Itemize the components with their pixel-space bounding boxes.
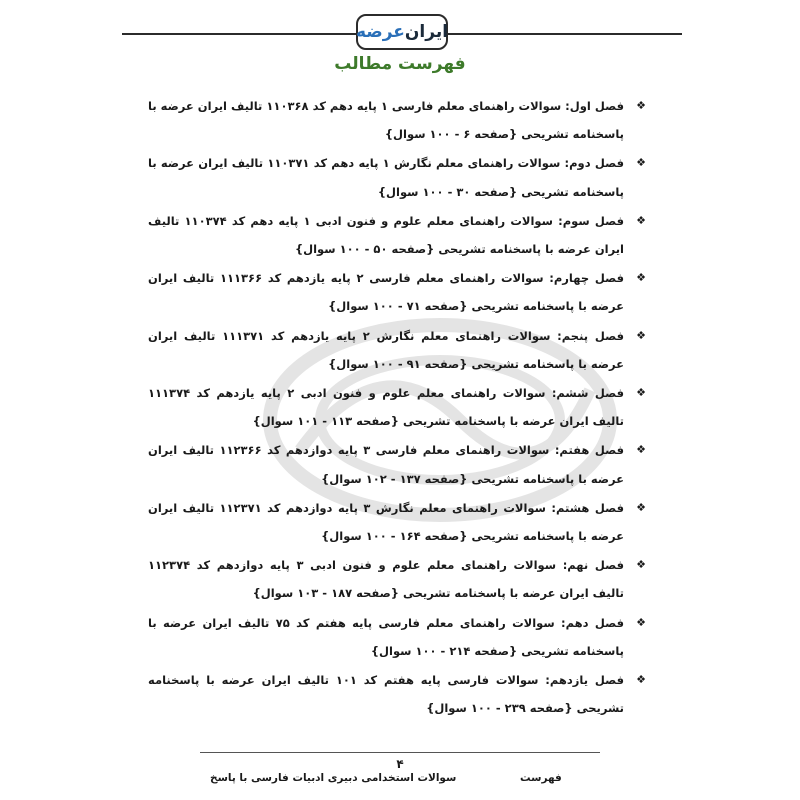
- toc-item: [148, 264, 646, 320]
- toc-item-text: فصل هفتم: سوالات راهنمای معلم فارسی ۳ پایه دوازدهم کد ۱۱۲۳۶۶ تالیف ایران عرضه با پاسخنامه تشریحی {صفحه ۱۳۷ - ۱۰۲ سوال}: [148, 443, 625, 486]
- logo-text-accent: عرضه: [355, 22, 405, 42]
- footer-rule: [200, 752, 600, 753]
- toc-item-text: فصل یازدهم: سوالات فارسی پایه هفتم کد ۱۰۱ تالیف ایران عرضه با پاسخنامه تشریحی {صفحه ۲۳۹ - ۱۰۰ سوال}: [148, 673, 624, 716]
- toc-item: [148, 92, 646, 148]
- toc-item-text: فصل اول: سوالات راهنمای معلم فارسی ۱ پایه دهم کد ۱۱۰۳۶۸ تالیف ایران عرضه با پاسخنامه تشریحی {صفحه ۶ - ۱۰۰ سوال}: [148, 99, 625, 142]
- page-title: فهرست مطالب: [334, 54, 466, 74]
- toc-item-text: فصل نهم: سوالات راهنمای معلم علوم و فنون ادبی ۳ پایه دوازدهم کد ۱۱۲۳۷۴ تالیف ایران عرضه با پاسخنامه تشریحی {صفحه ۱۸۷ - ۱۰۳ سوال}: [148, 558, 624, 601]
- toc-item-text: فصل دهم: سوالات راهنمای معلم فارسی پایه هفتم کد ۷۵ تالیف ایران عرضه با پاسخنامه تشریحی {صفحه ۲۱۴ - ۱۰۰ سوال}: [148, 615, 624, 658]
- toc-item: [148, 609, 646, 665]
- diamond-bullet-icon: ❖: [636, 328, 646, 342]
- diamond-bullet-icon: ❖: [636, 99, 646, 112]
- diamond-bullet-icon: ❖: [636, 443, 646, 457]
- diamond-bullet-icon: ❖: [636, 500, 646, 514]
- toc-item: [148, 494, 646, 550]
- toc-item: [148, 379, 646, 435]
- toc-item-text: فصل سوم: سوالات راهنمای معلم علوم و فنون ادبی ۱ پایه دهم کد ۱۱۰۳۷۴ تالیف ایران عرضه با پاسخنامه تشریحی {صفحه ۵۰ - ۱۰۰ سوال}: [148, 213, 624, 257]
- toc-item-text: فصل هشتم: سوالات راهنمای معلم نگارش ۳ پایه دوازدهم کد ۱۱۲۳۷۱ تالیف ایران عرضه با پاسخنامه تشریحی {صفحه ۱۶۴ - ۱۰۰ سوال}: [148, 500, 625, 544]
- diamond-bullet-icon: ❖: [636, 558, 646, 572]
- diamond-bullet-icon: ❖: [636, 156, 646, 170]
- diamond-bullet-icon: ❖: [636, 271, 646, 285]
- diamond-bullet-icon: ❖: [636, 213, 646, 227]
- toc-item-text: فصل ششم: سوالات راهنمای معلم علوم و فنون ادبی ۲ پایه یازدهم کد ۱۱۱۳۷۴ تالیف ایران عرضه با پاسخنامه تشریحی {صفحه ۱۱۳ - ۱۰۱ سوال}: [148, 386, 624, 429]
- page-number: ۴: [396, 757, 404, 771]
- toc-item: [148, 207, 646, 263]
- brand-logo: [356, 14, 448, 50]
- diamond-bullet-icon: ❖: [636, 386, 646, 400]
- toc-item: [148, 436, 646, 492]
- toc-item-text: فصل پنجم: سوالات راهنمای معلم نگارش ۲ پایه یازدهم کد ۱۱۱۳۷۱ تالیف ایران عرضه با پاسخنامه تشریحی {صفحه ۹۱ - ۱۰۰ سوال}: [148, 328, 624, 371]
- logo-text-main: ایران: [404, 22, 449, 42]
- toc-item-text: فصل دوم: سوالات راهنمای معلم نگارش ۱ پایه دهم کد ۱۱۰۳۷۱ تالیف ایران عرضه با پاسخنامه تشریحی {صفحه ۳۰ - ۱۰۰ سوال}: [148, 156, 624, 199]
- footer-book-title: سوالات استخدامی دبیری ادبیات فارسی با پاسخ: [210, 772, 457, 784]
- diamond-bullet-icon: ❖: [636, 673, 646, 687]
- toc-item: [148, 551, 646, 607]
- toc-item: [148, 322, 646, 378]
- toc-item-text: فصل چهارم: سوالات راهنمای معلم فارسی ۲ پایه یازدهم کد ۱۱۱۳۶۶ تالیف ایران عرضه با پاسخنامه تشریحی {صفحه ۷۱ - ۱۰۰ سوال}: [148, 271, 624, 314]
- footer-section-name: فهرست: [520, 772, 562, 784]
- toc-item: [148, 666, 646, 722]
- table-of-contents: [148, 92, 646, 723]
- toc-item: [148, 149, 646, 205]
- diamond-bullet-icon: ❖: [636, 615, 646, 629]
